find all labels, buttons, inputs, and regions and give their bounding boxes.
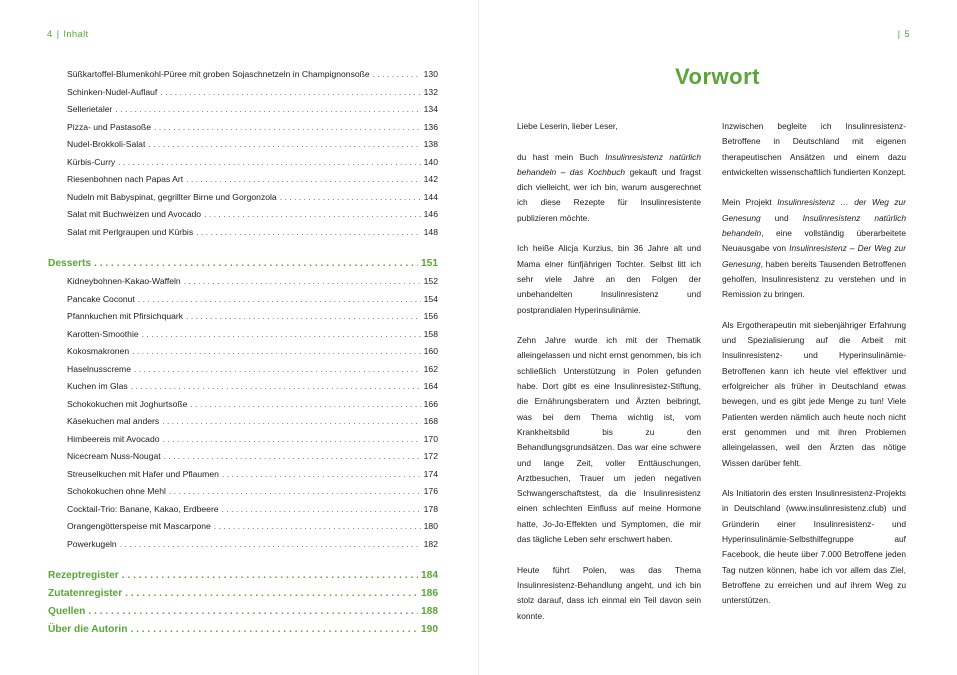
toc-leader-dots [190,396,420,414]
toc-entry-page: 174 [423,468,438,479]
toc-leader-dots [184,273,421,291]
table-of-contents [48,66,438,639]
toc-entry [48,308,438,326]
toc-entry-page: 156 [423,311,438,321]
toc-entry-page: 148 [423,226,438,237]
toc-entry [48,396,438,414]
toc-leader-dots [122,567,418,585]
page-gutter [478,0,479,675]
toc-entry [48,273,438,291]
toc-entry-title: Nudel-Brokkoli-Salat [67,139,146,149]
toc-leader-dots [280,189,421,207]
toc-entry [48,206,438,224]
toc-leader-dots [131,378,421,396]
toc-entry [48,501,438,519]
toc-entry [48,413,438,431]
vorwort-paragraph: Als Ergotherapeutin mit siebenjähriger Erfahrung und Spezialisierung auf die Arbeit mit Insulinresistenz- und Hyperinsulinämie-Betroffenen kann ich heute viel effektiver und erfolgreicher als früher in Deutschland etwas bewegen, und es gibt jede Menge zu tun! Viele Patienten werden nämlich auch heute noch nicht erst genommen und mit ihren Problemen alleingelassen, weil den Ärzten das nötige Wissen darüber fehlt. [722,319,906,468]
toc-entry-page: 138 [423,139,438,149]
vorwort-paragraph: Zehn Jahre wurde ich mit der Thematik alleingelassen und nicht ernst genommen, bis ich schließlich Unterstützung in Polen gefunden habe. Dort gibt es eine Insulinresistez-Stiftung, die Ernährungsberatern und Ärzten beibringt, was bei dem Thema wichtig ist, vom Krankheitsbild bis zu den Behandlungsgrundsätzen. Das war eine schwere und lange Zeit, voller Enttäuschungen, Arztbesuchen, Trauer um jeden negativen Schwangerschaftstest, da die Insulinresistenz einen schlechten Einfluss auf meine Hormone hatte, Jo-Jo-Effekten und Symptomen, die mir das tägliche Leben sehr erschwert haben. [517,335,701,545]
toc-leader-dots [214,518,421,536]
toc-entry-title: Schokokuchen ohne Mehl [67,486,166,496]
toc-entry-page: 176 [423,486,438,496]
toc-leader-dots [222,466,421,484]
toc-entry [48,326,438,344]
toc-entry-title: Zutatenregister [48,588,123,599]
book-title: Insulinresistenz … der Weg zur Genesung [722,197,907,223]
toc-entry-title: Riesenbohnen nach Papas Art [67,174,184,184]
text-run: , haben bereits Tausenden Betroffenen geholfen, Insulinresistenz zu verstehen und in Remission zu bringen. [722,258,906,300]
toc-entry-title: Orangengötterspeise mit Mascarpone [67,521,211,531]
toc-section [48,585,438,603]
toc-entry-page: 140 [423,156,438,167]
toc-leader-dots [134,361,421,379]
text-run: du hast mein Buch [517,151,606,162]
vorwort-paragraph: Inzwischen begleite ich Insulinresistenz-Betroffene in Deutschland mit eigenen therapeutischen Ansätzen und einem dazu entwickelten wissenschaftlich fundierten Konzept. [722,121,906,177]
toc-entry [48,378,438,396]
toc-entry-title: Pfannkuchen mit Pfirsichquark [67,311,184,321]
toc-leader-dots [186,171,421,189]
toc-section [48,621,438,639]
toc-entry-title: Himbeereis mit Avocado [67,433,160,444]
left-page-title: Inhalt [63,29,89,40]
toc-entry [48,224,438,242]
vorwort-paragraph: Heute führt Polen, was das Thema Insulinresistenz-Behandlung angeht, und ich bin stolz darauf, dass ich einmal ein Teil davon sein konnte. [517,564,701,621]
toc-entry-page: 170 [423,433,438,444]
vorwort-paragraph [722,195,906,302]
toc-entry [48,101,438,119]
toc-entry-title: Powerkugeln [67,538,117,549]
toc-entry-page: 158 [423,328,438,339]
book-title: Insulinresistenz natürlich behandeln – das Kochbuch [517,151,701,177]
toc-entry-page: 151 [421,258,438,269]
toc-entry-page: 184 [421,570,438,581]
toc-entry-title: Kürbis-Curry [67,156,116,167]
toc-entry [48,291,438,309]
toc-entry-title: Cocktail-Trio: Banane, Kakao, Erdbeere [67,503,219,514]
toc-entry-page: 132 [423,86,438,97]
header-separator: | [56,29,60,40]
toc-entry [48,171,438,189]
toc-entry [48,431,438,449]
text-run: , eine vollständig überarbeitete Neuausgabe von [722,228,906,254]
toc-leader-dots [164,448,421,466]
toc-entry-page: 130 [423,69,438,79]
toc-entry-title: Pizza- und Pastasoße [67,121,152,132]
toc-leader-dots [196,224,421,242]
toc-entry [48,119,438,137]
toc-entry [48,536,438,554]
toc-entry-title: Schokokuchen mit Joghurtsoße [67,398,188,409]
left-page-number: 4 [47,29,53,40]
toc-entry-title: Sellerietaler [67,104,113,114]
toc-leader-dots [162,413,420,431]
toc-entry-page: 154 [423,293,438,304]
text-run: und [760,212,803,223]
toc-entry-title: Salat mit Buchweizen und Avocado [67,209,202,219]
toc-section [48,567,438,585]
vorwort-paragraph: Ich heiße Alicja Kurzius, bin 36 Jahre alt und Mama einer fünfjährigen Tochter. Selbst litt ich sehr viele Jahre an den Folgen der unbehandelten Insulinresistenz und postprandialen Hyperinsulinämie. [517,243,701,315]
toc-leader-dots [132,343,421,361]
toc-entry-page: 142 [423,174,438,184]
left-page-header [47,29,88,40]
toc-entry-page: 134 [423,104,438,114]
toc-entry-title: Desserts [48,258,92,269]
toc-leader-dots [125,585,418,603]
toc-entry-title: Käsekuchen mal anders [67,416,160,426]
toc-entry-page: 160 [423,346,438,356]
toc-entry-title: Nicecream Nuss-Nougat [67,451,161,461]
toc-entry-page: 188 [421,606,438,617]
toc-entry-title: Nudeln mit Babyspinat, gegrillter Birne und Gorgonzola [67,191,277,202]
toc-entry-page: 172 [423,451,438,461]
toc-entry [48,466,438,484]
vorwort-paragraph: Als Initiatorin des ersten Insulinresistenz-Projekts in Deutschland (www.insulinresistenz.club) und Gründerin einer Insulinresistenz- und Hyperinsulinämie-Selbsthilfegruppe auf Facebook, die heute über 7.000 Betroffene jeden Tag nutzen können, habe ich vor allem das Ziel, Betroffene zu erreichen und auf ihrem Weg zu unterstützen. [722,488,906,606]
vorwort-column-left [517,119,701,639]
book-title: Insulinresistenz natürlich behandeln [722,212,906,239]
vorwort-column-right [722,119,906,624]
toc-leader-dots [120,536,421,554]
text-run: Mein Projekt [722,197,778,208]
toc-entry-page: 178 [423,503,438,514]
toc-entry [48,448,438,466]
toc-entry-title: Pancake Coconut [67,293,135,304]
toc-entry [48,483,438,501]
toc-leader-dots [130,621,418,639]
toc-spacer [48,241,438,255]
right-page-number: 5 [904,29,910,40]
toc-entry-title: Haselnusscreme [67,363,131,374]
toc-leader-dots [138,291,421,309]
toc-entry [48,84,438,102]
toc-entry-title: Quellen [48,606,86,617]
toc-section [48,603,438,621]
toc-leader-dots [94,255,418,273]
toc-leader-dots [373,66,421,84]
toc-entry [48,361,438,379]
toc-leader-dots [115,101,420,119]
toc-entry-title: Salat mit Perlgraupen und Kürbis [67,226,194,237]
toc-entry-title: Über die Autorin [48,624,128,635]
toc-entry-page: 164 [423,381,438,391]
toc-entry [48,518,438,536]
toc-entry-title: Schinken-Nudel-Auflauf [67,86,158,97]
toc-spacer [48,553,438,567]
toc-entry-page: 166 [423,398,438,409]
toc-leader-dots [118,154,420,172]
right-page-header [894,29,910,40]
toc-entry [48,154,438,172]
toc-leader-dots [154,119,421,137]
toc-entry-title: Kokosmakronen [67,346,130,356]
toc-entry [48,136,438,154]
vorwort-salutation: Liebe Leserin, lieber Leser, [517,121,618,131]
toc-leader-dots [186,308,421,326]
toc-leader-dots [142,326,421,344]
text-run: gekauft und fragst dich vielleicht, wer ich bin, warum ausgerechnet ich diese Rezepte für Insulinresistente publizieren möchte. [517,166,702,223]
toc-entry-title: Rezeptregister [48,570,119,581]
book-title: Insulinresistenz – Der Weg zur Genesung [722,243,906,269]
toc-leader-dots [204,206,421,224]
toc-entry-title: Kidneybohnen-Kakao-Waffeln [67,276,181,286]
toc-entry-page: 182 [423,538,438,549]
vorwort-paragraph [517,150,701,226]
toc-leader-dots [148,136,420,154]
toc-entry-page: 186 [421,588,438,599]
toc-entry-page: 136 [423,121,438,132]
toc-entry [48,66,438,84]
toc-entry-page: 152 [423,276,438,286]
toc-leader-dots [163,431,421,449]
toc-entry-title: Karotten-Smoothie [67,328,139,339]
toc-leader-dots [160,84,420,102]
toc-entry-page: 190 [421,624,438,635]
toc-entry-page: 180 [423,521,438,531]
toc-section-desserts [48,255,438,273]
toc-entry [48,189,438,207]
header-separator: | [897,29,901,40]
toc-entry-page: 162 [423,363,438,374]
toc-entry-title: Kuchen im Glas [67,381,128,391]
toc-leader-dots [222,501,421,519]
toc-entry-page: 168 [423,416,438,426]
toc-entry-title: Streuselkuchen mit Hafer und Pflaumen [67,468,219,479]
toc-entry-page: 144 [423,191,438,202]
toc-entry-page: 146 [423,209,438,219]
toc-leader-dots [169,483,421,501]
toc-leader-dots [88,603,418,621]
toc-entry [48,343,438,361]
toc-entry-title: Süßkartoffel-Blumenkohl-Püree mit groben Sojaschnetzeln in Champignonsoße [67,69,370,79]
vorwort-title: Vorwort [675,64,760,89]
